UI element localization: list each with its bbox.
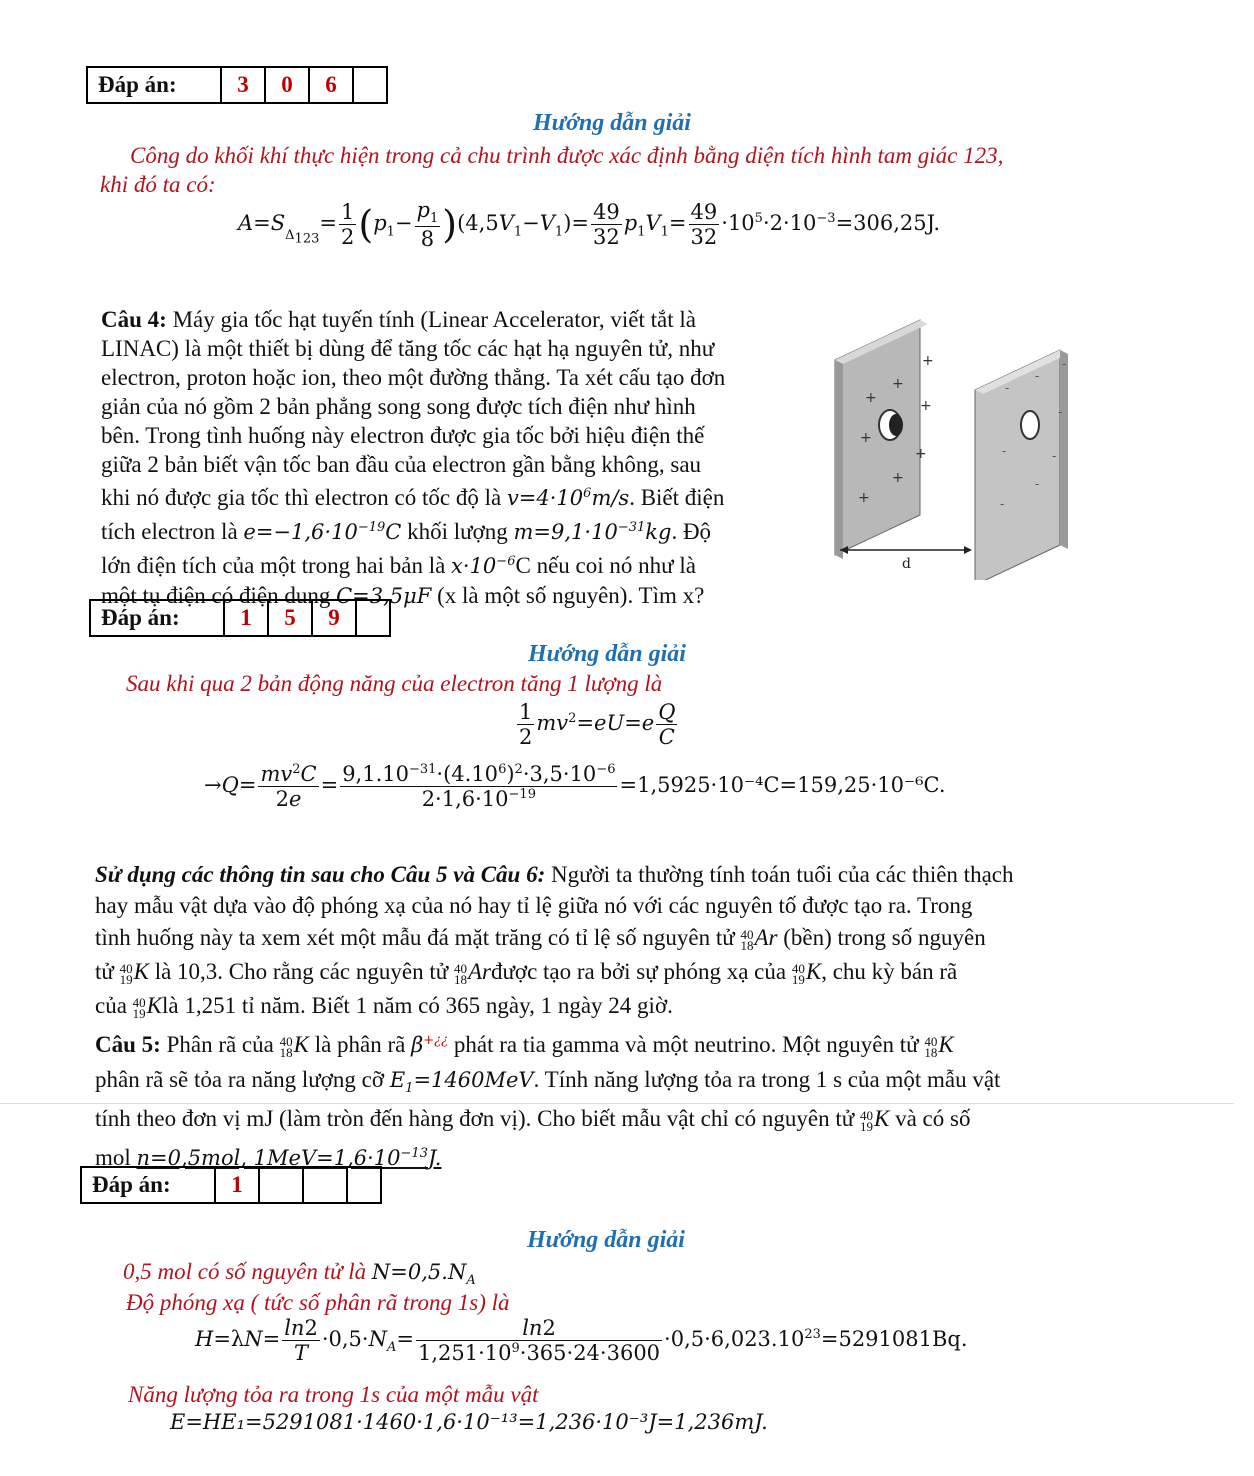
- shared-info: Sử dụng các thông tin sau cho Câu 5 và Câu 6: Người ta thường tính toán tuổi của các thiên thạch hay mẫu vật dựa vào độ phóng xạ của nó hay tỉ lệ giữa nó với các nguyên tố được tạo ra. Trong tình huống này ta xem xét một mẫu đá mặt trăng có tỉ lệ số nguyên tử 40 18 Ar (bền) trong số nguyên tử 40 19 K là 10,3. Cho rằng các nguyên tử 40 18 Arđược tạo ra bởi sự phóng xạ của 40 19 K, chu kỳ bán rã của 40 19 Klà 1,251 tỉ năm. Biết 1 năm có 365 ngày, 1 ngày 24 giờ.: [95, 862, 1014, 1021]
- svg-text:+: +: [922, 353, 934, 369]
- svg-text:+: +: [915, 446, 927, 462]
- answer-box-3: [80, 1166, 382, 1204]
- answer-digit: 9: [312, 600, 356, 636]
- answer-digit: 5: [268, 600, 312, 636]
- svg-text:-: -: [1058, 405, 1063, 419]
- answer-digit: 0: [265, 67, 309, 103]
- answer-label: Đáp án:: [87, 67, 221, 103]
- svg-text:+: +: [860, 430, 872, 446]
- distance-label: d: [902, 556, 911, 572]
- question-5: Câu 5: Phân rã của 40 18 K là phân rã β+¿¿ phát ra tia gamma và một neutrino. Một nguyên tử 40 18 K phân rã sẽ tỏa ra năng lượng cỡ $E_1=1460MeV$. Tính năng lượng tỏa ra trong 1 s của một mẫu vật: [95, 1032, 1001, 1097]
- svg-text:-: -: [1035, 369, 1040, 383]
- energy-formula: E=HE₁=5291081·1460·1,6·10⁻¹³=1,236·10⁻³J=1,236mJ.: [170, 1410, 768, 1434]
- charge-formula: →Q= $\frac{mv^2C}{2e}$ = $\frac{9,1.10^{-31}\cdot(4.10^6)^2\cdot 3,5\cdot 10^{-6}}{2\cdot 1,6\cdot 10^{-19}}$ =1,5925·10⁻⁴C=159,25·10⁻⁶C.: [204, 762, 946, 811]
- solution-heading-2: Hướng dẫn giải: [528, 641, 686, 667]
- svg-text:+: +: [865, 390, 877, 406]
- work-formula: $A=S_{_{\Delta_{123}}}=$ $\frac{1}{2}$ ($p_1-$ $\frac{p_1}{8}$ )$(4,5V_1-V_1)=$ $\frac{49}{32}$ $p_1V_1=$ $\frac{49}{32}$ $\cdot 10^5\cdot 2\cdot 10^{-3}=306,25J$.: [238, 198, 941, 252]
- shared-info-label: Sử dụng các thông tin sau cho Câu 5 và Câu 6:: [95, 862, 546, 887]
- svg-text:-: -: [1035, 477, 1040, 491]
- answer-digit: 3: [221, 67, 265, 103]
- svg-text:+: +: [858, 490, 870, 506]
- answer-digit: [353, 67, 387, 103]
- answer-digit: [356, 600, 390, 636]
- svg-text:+: +: [920, 398, 932, 414]
- answer-digit: 6: [309, 67, 353, 103]
- svg-text:+: +: [892, 376, 904, 392]
- question-label: Câu 5:: [95, 1032, 161, 1057]
- svg-text:-: -: [1052, 449, 1057, 463]
- solution-heading-3: Hướng dẫn giải: [527, 1227, 685, 1253]
- activity-formula: H=λN= $\frac{\ln 2}{T}$ $\cdot 0,5\cdot N_A=$ $\frac{\ln 2}{1,251\cdot 10^9\cdot 365\cdot 24\cdot 3600}$ $\cdot 0,5\cdot 6,023.10^{23}=5291081Bq$.: [195, 1316, 968, 1365]
- right-plate: [975, 350, 1068, 580]
- answer-box-2: [89, 599, 391, 637]
- answer-digit: [347, 1167, 381, 1203]
- answer-label: Đáp án:: [90, 600, 224, 636]
- solution-heading-1: Hướng dẫn giải: [533, 110, 691, 136]
- left-plate: [835, 320, 934, 559]
- answer-digit: [303, 1167, 347, 1203]
- question-5-cont: tính theo đơn vị mJ (làm tròn đến hàng đơn vị). Cho biết mẫu vật chỉ có nguyên tử 40 19 K và có số mol n=0,5mol, $1MeV=1,6\cdot 10^{-13}J$.: [95, 1106, 971, 1170]
- svg-text:+: +: [892, 470, 904, 486]
- svg-text:-: -: [1000, 497, 1005, 511]
- solution-text-1b: khi đó ta có:: [100, 172, 216, 197]
- question-label: Câu 4:: [101, 307, 167, 332]
- solution-text-2: Sau khi qua 2 bản động năng của electron tăng 1 lượng là: [126, 671, 663, 696]
- solution-text-3b: Độ phóng xạ ( tức số phân rã trong 1s) là: [126, 1290, 510, 1315]
- svg-text:-: -: [1062, 357, 1067, 371]
- answer-label: Đáp án:: [81, 1167, 215, 1203]
- answer-box-1: [86, 66, 388, 104]
- question-4: Câu 4: Máy gia tốc hạt tuyến tính (Linear Accelerator, viết tắt là LINAC) là một thiết bị dùng để tăng tốc các hạt hạ nguyên tử, như electron, proton hoặc ion, theo một đường thẳng. Ta xét cấu tạo đơn giản của nó gồm 2 bản phẳng song song được tích điện như hình bên. Trong tình huống này electron được gia tốc bởi hiệu điện thế giữa 2 bản biết vận tốc ban đầu của electron gần bằng không, sau khi nó được gia tốc thì electron có tốc độ là $v=4\cdot 10^6m/s$. Biết điện tích electron là $e=-1,6\cdot 10^{-19}C$ khối lượng $m=9,1\cdot 10^{-31}kg$. Độ lớn điện tích của một trong hai bản là $x\cdot 10^{-6}C$ nếu coi nó như là một tụ điện có điện dung C=3,5μF (x là một số nguyên). Tìm x?: [101, 307, 726, 608]
- svg-text:-: -: [1002, 444, 1007, 458]
- answer-digit: 1: [215, 1167, 259, 1203]
- kinetic-energy-formula: $\frac{1}{2}$ $mv^2=eU=e$ $\frac{Q}{C}$: [519, 700, 676, 749]
- answer-digit: [259, 1167, 303, 1203]
- answer-digit: 1: [224, 600, 268, 636]
- solution-text-3a: 0,5 mol có số nguyên tử là $N=0,5.N_A$: [123, 1259, 476, 1289]
- solution-text-3c: Năng lượng tỏa ra trong 1s của một mẫu vật: [128, 1382, 539, 1407]
- svg-text:-: -: [1005, 381, 1010, 395]
- solution-text-1: Công do khối khí thực hiện trong cả chu trình được xác định bằng diện tích hình tam giác 123,: [130, 143, 1004, 168]
- capacitor-plates-figure: [830, 310, 1100, 580]
